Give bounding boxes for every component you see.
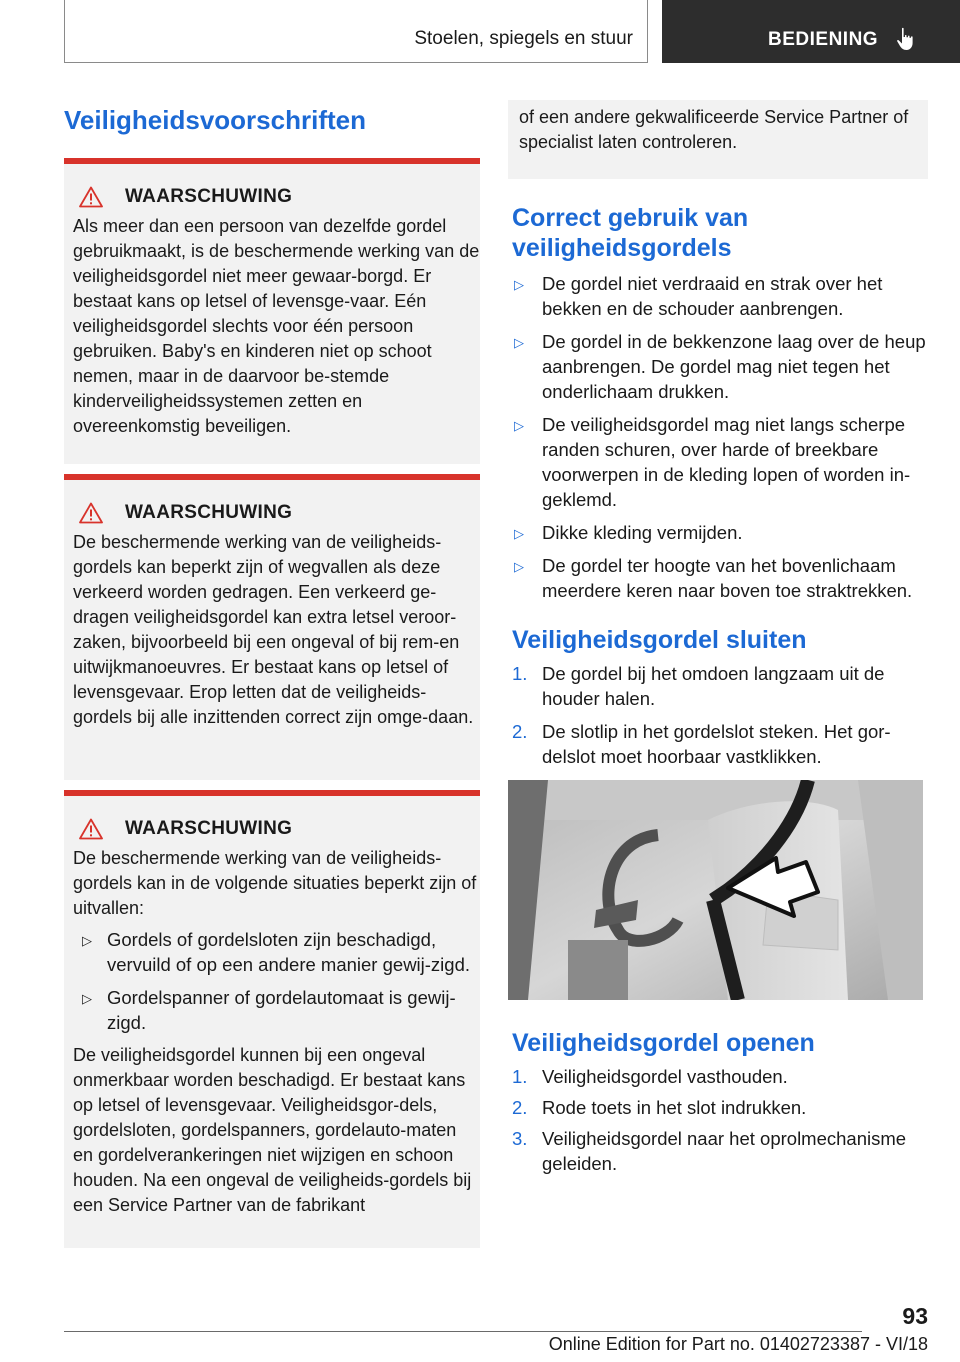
correct-use-list [508,271,928,603]
header-chapter-tab [662,0,960,63]
list-item: ▷ Dikke kleding vermijden. [508,520,928,545]
open-steps-list [508,1064,928,1176]
list-item: 1. De gordel bij het omdoen langzaam uit de houder halen. [512,663,885,709]
header-section-title: Stoelen, spiegels en stuur [414,28,633,49]
list-item: ▷ De veiligheidsgordel mag niet langs scherpe randen schuren, over harde of breekbare voorwerpen in de kleding lopen of worden in-geklemd. [514,414,911,510]
warning-triangle-icon [79,818,103,840]
triangle-bullet-icon: ▷ [82,933,92,948]
warning-triangle-icon [79,186,103,208]
list-item: 2. De slotlip in het gordelslot steken. Het gor-delslot moet hoorbaar vastklikken. [512,721,891,767]
fasten-steps-list [508,661,928,769]
page-title: Veiligheidsvoorschriften [64,105,366,135]
warning-label: WAARSCHUWING [125,186,293,207]
warning-box-3 [64,790,480,1248]
list-item: ▷ De gordel ter hoogte van het bovenlichaam meerdere keren naar boven toe straktrekken. [514,555,913,601]
triangle-bullet-icon: ▷ [514,335,524,350]
triangle-bullet-icon: ▷ [514,526,524,541]
triangle-bullet-icon: ▷ [514,277,524,292]
right-column [508,100,928,769]
footer-edition: Online Edition for Part no. 01402723387 - VI/18 [548,1334,928,1354]
header-section-box [64,0,648,63]
triangle-bullet-icon: ▷ [514,418,524,433]
warning-outro: De veiligheidsgordel kunnen bij een ongeval onmerkbaar worden beschadigd. Er bestaat kans op letsel of levensgevaar. Veiligheidsgor-dels, gordelsloten, gordelspanners, gordelauto-maten en gordelverankeringen niet wijzigen en schoon houden. Na een ongeval de veiligheids-gordels bij een Service Partner van de fabrikant [73,1045,472,1215]
list-item: 3. Veiligheidsgordel naar het oprolmechanisme geleiden. [512,1128,907,1174]
warning-triangle-icon [79,502,103,524]
list-item: ▷ De gordel niet verdraaid en strak over het bekken en de schouder aanbrengen. [514,273,883,319]
warning-label: WAARSCHUWING [125,502,293,523]
triangle-bullet-icon: ▷ [82,991,92,1006]
left-column [64,100,480,1248]
warning-text: De beschermende werking van de veiligheids-gordels kan beperkt zijn of wegvallen als deze verkeerd worden gedragen. Een verkeerd ge-dragen veiligheidsgordel kan extra letsel veroor-zaken, bijvoorbeeld bij een ongeval of bij rem-en uitwijkmanoeuvres. Er bestaat kans op letsel of levensgevaar. Erop letten dat de veiligheids-gordels bij alle inzittenden correct zijn omge-daan. [73,532,474,727]
warning-box-2 [64,474,480,780]
footer-divider [64,1331,862,1332]
section-heading-open: Veiligheidsgordel openen [512,1029,815,1057]
warning-bullet-list [73,927,480,1035]
list-item: 2. Rode toets in het slot indrukken. [512,1097,807,1118]
section-heading-correct-use: Correct gebruik van veiligheidsgordels [512,204,749,262]
section-heading-fasten: Veiligheidsgordel sluiten [512,626,807,654]
list-item: 1. Veiligheidsgordel vasthouden. [512,1066,788,1087]
list-item: ▷ Gordels of gordelsloten zijn beschadigd, vervuild of op een andere manier gewij-zigd. [82,929,471,975]
list-item: ▷ Gordelspanner of gordelautomaat is gewij-zigd. [82,987,456,1033]
list-item: ▷ De gordel in de bekkenzone laag over de heup aanbrengen. De gordel mag niet tegen het onderlichaam drukken. [514,331,926,402]
triangle-bullet-icon: ▷ [514,559,524,574]
seatbelt-photo [508,780,923,1000]
header-chapter-label: BEDIENING [768,29,879,50]
warning-label: WAARSCHUWING [125,818,293,839]
pointing-hand-icon [896,27,918,51]
open-section [508,1028,928,1176]
warning-box-1 [64,158,480,464]
warning-text: Als meer dan een persoon van dezelfde gordel gebruikmaakt, is de beschermende werking van de veiligheidsgordel niet meer gewaar-borgd. Er bestaat kans op letsel of levensge-vaar. Eén veiligheidsgordel slechts voor één persoon gebruiken. Baby's en kinderen niet op schoot nemen, maar in de daarvoor be-stemde kinderveiligheidssystemen zetten en overeenkomstig beveiligen. [73,216,480,436]
warning-continuation-box: of een andere gekwalificeerde Service Partner of specialist laten controleren. [508,100,928,179]
page-number: 93 [902,1303,928,1329]
warning-intro: De beschermende werking van de veiligheids-gordels kan in de volgende situaties beperkt zijn of uitvallen: [73,848,477,918]
